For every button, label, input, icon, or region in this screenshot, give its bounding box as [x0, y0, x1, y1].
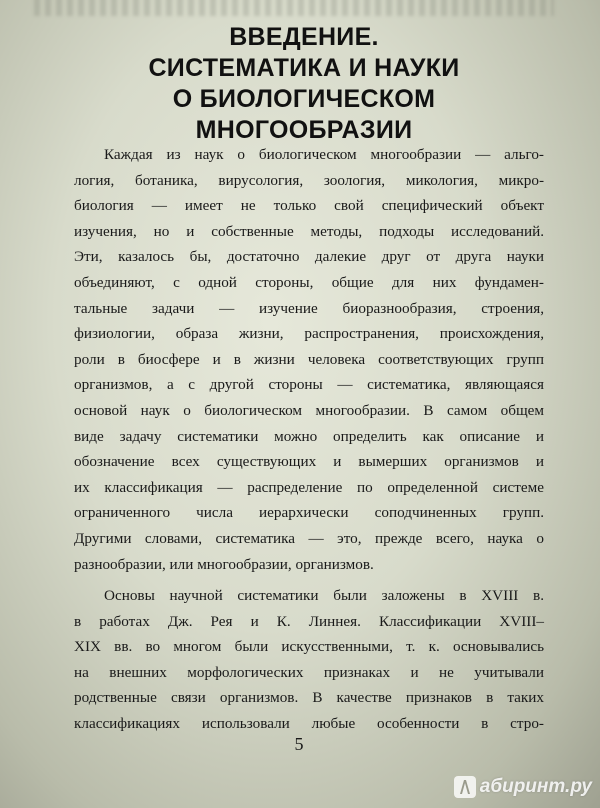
- text-line: обозначение всех существующих и вымерших организмов и: [74, 453, 544, 471]
- watermark-text: абиринт.ру: [479, 776, 592, 797]
- text-line: Эти, казалось бы, достаточно далекие друг от друга науки: [74, 248, 544, 266]
- heading-line: МНОГООБРАЗИИ: [195, 116, 413, 144]
- text-line: их классификация — распределение по определенной системе: [74, 478, 544, 496]
- bleed-through-text: [34, 0, 554, 16]
- text-line: роли в биосфере и в жизни человека соответствующих групп: [74, 350, 544, 368]
- text-line: XIX вв. во многом были искусственными, т. к. основывались: [74, 638, 544, 656]
- text-line: биология — имеет не только свой специфический объект: [74, 197, 544, 215]
- text-line: физиологии, образа жизни, распространения, происхождения,: [74, 325, 544, 343]
- watermark: [454, 776, 592, 798]
- text-line: классификациях использовали любые особенности в стро-: [74, 715, 544, 733]
- heading-line: ВВЕДЕНИЕ.: [229, 23, 379, 51]
- text-line: виде задачу систематики можно определить как описание и: [74, 427, 544, 445]
- heading-line: СИСТЕМАТИКА И НАУКИ: [148, 54, 460, 82]
- text-line: изучения, но и собственные методы, подходы исследований.: [74, 222, 544, 240]
- heading-line: О БИОЛОГИЧЕСКОМ: [172, 85, 436, 113]
- text-line: на внешних морфологических признаках и не учитывали: [74, 663, 544, 681]
- text-line: тальные задачи — изучение биоразнообразия, строения,: [74, 299, 544, 317]
- page-number: 5: [294, 734, 304, 754]
- text-line: родственные связи организмов. В качестве признаков в таких: [74, 689, 544, 707]
- paragraph-1: [74, 142, 544, 577]
- labirint-logo-icon: [454, 776, 476, 798]
- chapter-heading: [124, 22, 484, 146]
- body-text: [74, 142, 544, 737]
- text-line: Каждая из наук о биологическом многообразии — альго-: [104, 146, 544, 163]
- text-line: основой наук о биологическом многообразии. В самом общем: [74, 401, 544, 419]
- text-line: организмов, а с другой стороны — систематика, являющаяся: [74, 376, 544, 394]
- text-line: ограниченного числа иерархически соподчиненных групп.: [74, 504, 544, 522]
- text-line: логия, ботаника, вирусология, зоология, микология, микро-: [74, 171, 544, 189]
- text-line: объединяют, с одной стороны, общие для них фундамен-: [74, 273, 544, 291]
- text-line: в работах Дж. Рея и К. Линнея. Классификации XVIII–: [74, 612, 544, 630]
- paragraph-2: [74, 583, 544, 737]
- text-line: Другими словами, систематика — это, прежде всего, наука о: [74, 529, 544, 547]
- text-line: Основы научной систематики были заложены в XVIII в.: [104, 587, 544, 605]
- text-line: разнообразии, или многообразии, организмов.: [74, 555, 374, 573]
